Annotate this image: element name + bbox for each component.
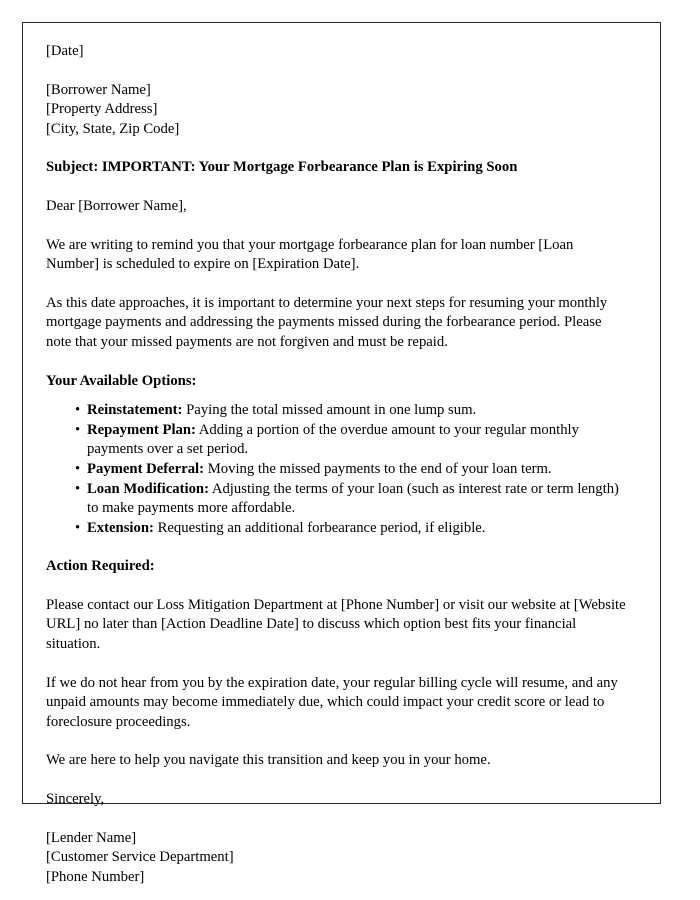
option-description: Adding a portion of the overdue amount to your regular monthly payments over a set period. xyxy=(87,421,579,458)
signature-phone-number: [Phone Number] xyxy=(46,868,145,885)
recipient-block xyxy=(46,81,626,140)
option-label: Extension: xyxy=(87,519,154,536)
spacer xyxy=(46,217,626,236)
spacer xyxy=(46,577,626,596)
list-item xyxy=(75,401,626,421)
option-label: Repayment Plan: xyxy=(87,421,196,438)
spacer xyxy=(46,538,626,557)
spacer xyxy=(46,62,626,81)
option-description: Adjusting the terms of your loan (such as interest rate or term length) to make payments more affordable. xyxy=(87,480,619,517)
paragraph-closing-note: We are here to help you navigate this transition and keep you in your home. xyxy=(46,752,491,769)
valediction: Sincerely, xyxy=(46,791,105,808)
list-item xyxy=(75,519,626,539)
spacer xyxy=(46,771,626,790)
paragraph-warning: If we do not hear from you by the expiration date, your regular billing cycle will resume, and any unpaid amounts may become immediately due, which could impact your credit score or lead to foreclosure proceedings. xyxy=(46,674,618,730)
paragraph-intro: We are writing to remind you that your mortgage forbearance plan for loan number [Loan Number] is scheduled to expire on [Expiration Date]. xyxy=(46,236,574,273)
option-description: Paying the total missed amount in one lump sum. xyxy=(182,402,477,419)
recipient-property-address: [Property Address] xyxy=(46,101,158,118)
list-item xyxy=(75,421,626,460)
date-placeholder: [Date] xyxy=(46,43,84,59)
spacer xyxy=(46,810,626,829)
spacer xyxy=(46,353,626,372)
spacer xyxy=(46,178,626,197)
option-label: Payment Deferral: xyxy=(87,460,205,477)
paragraph-contact: Please contact our Loss Mitigation Department at [Phone Number] or visit our website at [Website URL] no later than [Action Deadline Date] to discuss which option best fits your financial situation. xyxy=(46,596,626,653)
recipient-name: [Borrower Name] xyxy=(46,81,151,98)
options-list xyxy=(46,401,626,538)
action-required-heading: Action Required: xyxy=(46,558,155,575)
list-item xyxy=(75,460,626,480)
signature-block xyxy=(46,829,626,885)
spacer xyxy=(46,275,626,294)
option-description: Requesting an additional forbearance period, if eligible. xyxy=(153,519,486,536)
subject-line: Subject: IMPORTANT: Your Mortgage Forbearance Plan is Expiring Soon xyxy=(46,159,518,176)
option-label: Reinstatement: xyxy=(87,402,183,419)
spacer xyxy=(46,655,626,674)
signature-lender-name: [Lender Name] xyxy=(46,829,137,846)
options-heading: Your Available Options: xyxy=(46,372,197,389)
letter-body xyxy=(46,42,626,885)
list-item xyxy=(75,480,626,519)
salutation: Dear [Borrower Name], xyxy=(46,197,187,214)
spacer xyxy=(46,139,626,158)
spacer xyxy=(46,732,626,751)
document-page xyxy=(22,22,661,885)
recipient-city-state-zip: [City, State, Zip Code] xyxy=(46,120,180,137)
paragraph-context: As this date approaches, it is important to determine your next steps for resuming your monthly mortgage payments and addressing the payments missed during the forbearance period. Please note that your missed payments are not forgiven and must be repaid. xyxy=(46,294,608,350)
option-description: Moving the missed payments to the end of your loan term. xyxy=(204,460,552,477)
option-label: Loan Modification: xyxy=(87,480,209,497)
signature-department: [Customer Service Department] xyxy=(46,849,234,866)
